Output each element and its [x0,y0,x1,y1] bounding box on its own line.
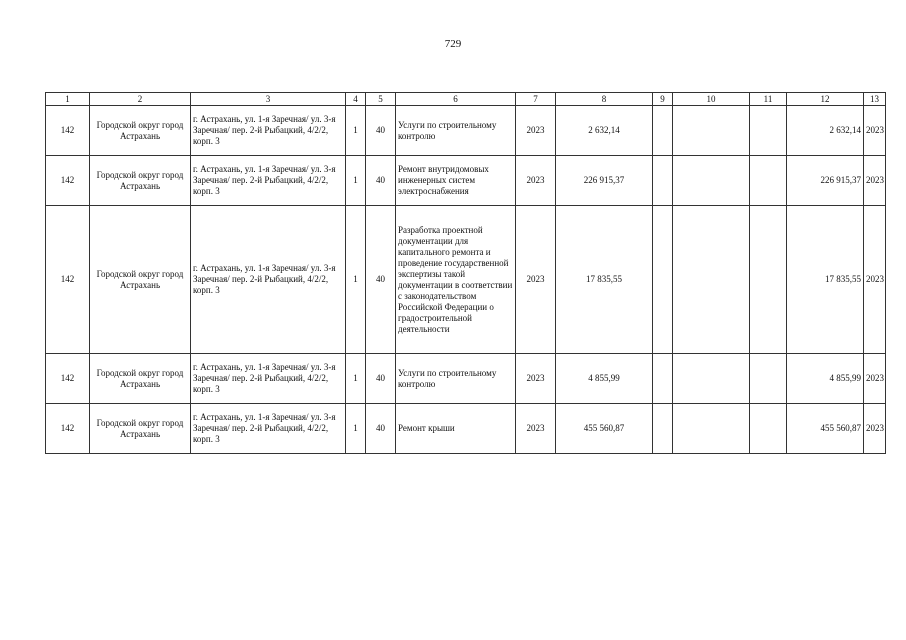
column-header: 4 [346,93,366,106]
column-header: 3 [191,93,346,106]
repair-schedule-table [45,92,886,454]
row-number-cell: 142 [46,106,90,156]
total-cost-cell: 226 915,37 [556,156,653,206]
address-cell: г. Астрахань, ул. 1-я Заречная/ ул. 3-я Заречная/ пер. 2-й Рыбацкий, 4/2/2, корп. 3 [191,106,346,156]
year-cell: 2023 [516,156,556,206]
total-cost-cell: 4 855,99 [556,354,653,404]
col5-cell: 40 [366,404,396,454]
col5-cell: 40 [366,354,396,404]
col12-cost-cell: 226 915,37 [787,156,864,206]
table-row [46,156,886,206]
work-type-cell: Услуги по строительному контролю [396,354,516,404]
col4-cell: 1 [346,206,366,354]
col12-cost-cell: 17 835,55 [787,206,864,354]
work-type-cell: Разработка проектной документации для капитального ремонта и проведение государственной экспертизы такой документации в соответствии с законодательством Российской Федерации о градостроительной деятельности [396,206,516,354]
column-header: 10 [673,93,750,106]
row-number-cell: 142 [46,354,90,404]
column-header: 1 [46,93,90,106]
col12-cost-cell: 2 632,14 [787,106,864,156]
column-header: 13 [864,93,886,106]
col4-cell: 1 [346,354,366,404]
address-cell: г. Астрахань, ул. 1-я Заречная/ ул. 3-я Заречная/ пер. 2-й Рыбацкий, 4/2/2, корп. 3 [191,354,346,404]
page-number: 729 [444,38,462,50]
col10-cell [673,106,750,156]
col4-cell: 1 [346,404,366,454]
col11-cell [750,156,787,206]
table-row [46,106,886,156]
col5-cell: 40 [366,156,396,206]
year-cell: 2023 [516,206,556,354]
column-header: 8 [556,93,653,106]
work-type-cell: Ремонт крыши [396,404,516,454]
district-cell: Городской округ город Астрахань [90,354,191,404]
total-cost-cell: 2 632,14 [556,106,653,156]
col13-year-cell: 2023 [864,156,886,206]
total-cost-cell: 455 560,87 [556,404,653,454]
row-number-cell: 142 [46,206,90,354]
address-cell: г. Астрахань, ул. 1-я Заречная/ ул. 3-я Заречная/ пер. 2-й Рыбацкий, 4/2/2, корп. 3 [191,156,346,206]
table-row [46,206,886,354]
col11-cell [750,106,787,156]
col10-cell [673,354,750,404]
col11-cell [750,404,787,454]
col10-cell [673,206,750,354]
address-cell: г. Астрахань, ул. 1-я Заречная/ ул. 3-я Заречная/ пер. 2-й Рыбацкий, 4/2/2, корп. 3 [191,206,346,354]
year-cell: 2023 [516,404,556,454]
column-header: 7 [516,93,556,106]
work-type-cell: Услуги по строительному контролю [396,106,516,156]
total-cost-cell: 17 835,55 [556,206,653,354]
col9-cell [653,354,673,404]
col11-cell [750,354,787,404]
district-cell: Городской округ город Астрахань [90,206,191,354]
col9-cell [653,106,673,156]
year-cell: 2023 [516,106,556,156]
col12-cost-cell: 4 855,99 [787,354,864,404]
address-cell: г. Астрахань, ул. 1-я Заречная/ ул. 3-я Заречная/ пер. 2-й Рыбацкий, 4/2/2, корп. 3 [191,404,346,454]
table-row [46,354,886,404]
table-row [46,404,886,454]
column-header: 2 [90,93,191,106]
col13-year-cell: 2023 [864,106,886,156]
column-header: 12 [787,93,864,106]
district-cell: Городской округ город Астрахань [90,106,191,156]
col9-cell [653,156,673,206]
col9-cell [653,206,673,354]
row-number-cell: 142 [46,156,90,206]
col4-cell: 1 [346,156,366,206]
col5-cell: 40 [366,206,396,354]
col10-cell [673,156,750,206]
col11-cell [750,206,787,354]
col13-year-cell: 2023 [864,206,886,354]
column-header: 11 [750,93,787,106]
col4-cell: 1 [346,106,366,156]
district-cell: Городской округ город Астрахань [90,404,191,454]
column-number-row [46,93,886,106]
column-header: 5 [366,93,396,106]
year-cell: 2023 [516,354,556,404]
col13-year-cell: 2023 [864,404,886,454]
column-header: 6 [396,93,516,106]
row-number-cell: 142 [46,404,90,454]
col10-cell [673,404,750,454]
col13-year-cell: 2023 [864,354,886,404]
column-header: 9 [653,93,673,106]
district-cell: Городской округ город Астрахань [90,156,191,206]
col9-cell [653,404,673,454]
col5-cell: 40 [366,106,396,156]
col12-cost-cell: 455 560,87 [787,404,864,454]
work-type-cell: Ремонт внутридомовых инженерных систем электроснабжения [396,156,516,206]
